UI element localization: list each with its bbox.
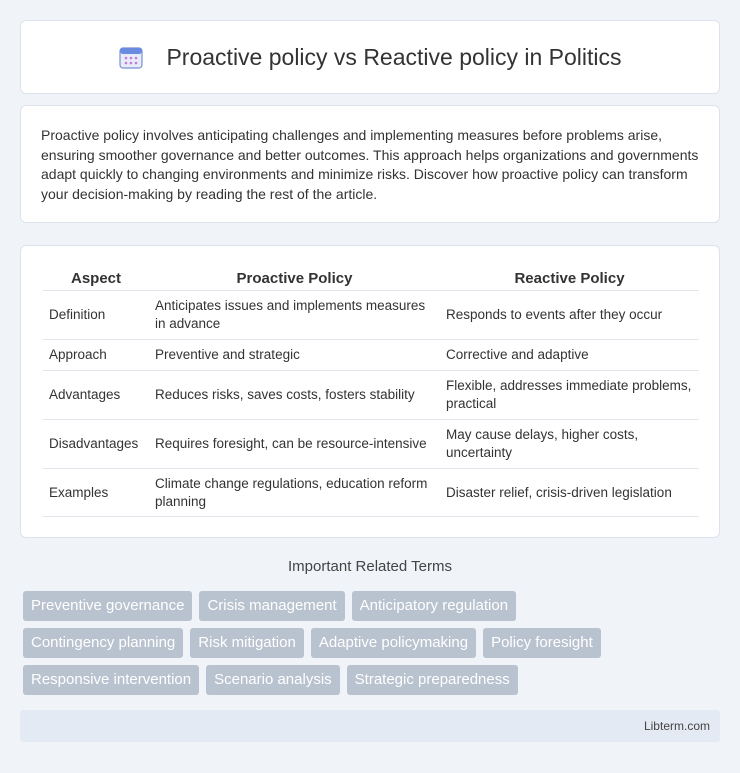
cell-aspect: Definition (43, 290, 149, 339)
table-row (43, 370, 699, 419)
cell-aspect: Disadvantages (43, 419, 149, 468)
tag-row (23, 665, 723, 695)
tag-responsive-intervention[interactable]: Responsive intervention (23, 665, 199, 695)
related-terms-list (23, 591, 723, 702)
cell-proactive: Requires foresight, can be resource-intensive (149, 419, 440, 468)
cell-reactive: May cause delays, higher costs, uncertainty (440, 419, 699, 468)
cell-proactive: Climate change regulations, education reform planning (149, 468, 440, 517)
cell-proactive: Anticipates issues and implements measures in advance (149, 290, 440, 339)
header-card (20, 20, 720, 94)
tag-risk-mitigation[interactable]: Risk mitigation (190, 628, 304, 658)
comparison-table (43, 266, 699, 517)
tag-policy-foresight[interactable]: Policy foresight (483, 628, 601, 658)
calendar-icon (118, 44, 144, 70)
cell-reactive: Disaster relief, crisis-driven legislation (440, 468, 699, 517)
table-row (43, 290, 699, 339)
cell-reactive: Responds to events after they occur (440, 290, 699, 339)
cell-aspect: Examples (43, 468, 149, 517)
tag-crisis-management[interactable]: Crisis management (199, 591, 344, 621)
tag-preventive-governance[interactable]: Preventive governance (23, 591, 192, 621)
tag-strategic-preparedness[interactable]: Strategic preparedness (347, 665, 518, 695)
cell-reactive: Flexible, addresses immediate problems, practical (440, 370, 699, 419)
tag-adaptive-policymaking[interactable]: Adaptive policymaking (311, 628, 476, 658)
cell-aspect: Approach (43, 339, 149, 370)
cell-aspect: Advantages (43, 370, 149, 419)
header-reactive: Reactive Policy (514, 269, 625, 287)
table-row (43, 419, 699, 468)
tag-anticipatory-regulation[interactable]: Anticipatory regulation (352, 591, 516, 621)
header-aspect: Aspect (70, 269, 122, 287)
table-row (43, 339, 699, 370)
intro-text: Proactive policy involves anticipating challenges and implementing measures before problems arise, ensuring smoother governance and better outcomes. This approach helps organizations and governments adapt quickly to changing environments and minimize risks. Discover how proactive policy can transform your decision-making by reading the rest of the article. (41, 127, 699, 202)
tag-row (23, 591, 723, 621)
table-header-row (43, 266, 699, 290)
header-proactive: Proactive Policy (236, 269, 353, 287)
tag-contingency-planning[interactable]: Contingency planning (23, 628, 183, 658)
comparison-card (20, 245, 720, 538)
related-terms-title: Important Related Terms (288, 558, 452, 575)
page-title: Proactive policy vs Reactive policy in Politics (166, 43, 622, 70)
tag-scenario-analysis[interactable]: Scenario analysis (206, 665, 340, 695)
cell-proactive: Reduces risks, saves costs, fosters stability (149, 370, 440, 419)
footer (20, 710, 720, 742)
cell-proactive: Preventive and strategic (149, 339, 440, 370)
table-row (43, 468, 699, 517)
intro-card (20, 105, 720, 223)
tag-row (23, 628, 723, 658)
footer-link[interactable]: Libterm.com (643, 719, 710, 733)
cell-reactive: Corrective and adaptive (440, 339, 699, 370)
